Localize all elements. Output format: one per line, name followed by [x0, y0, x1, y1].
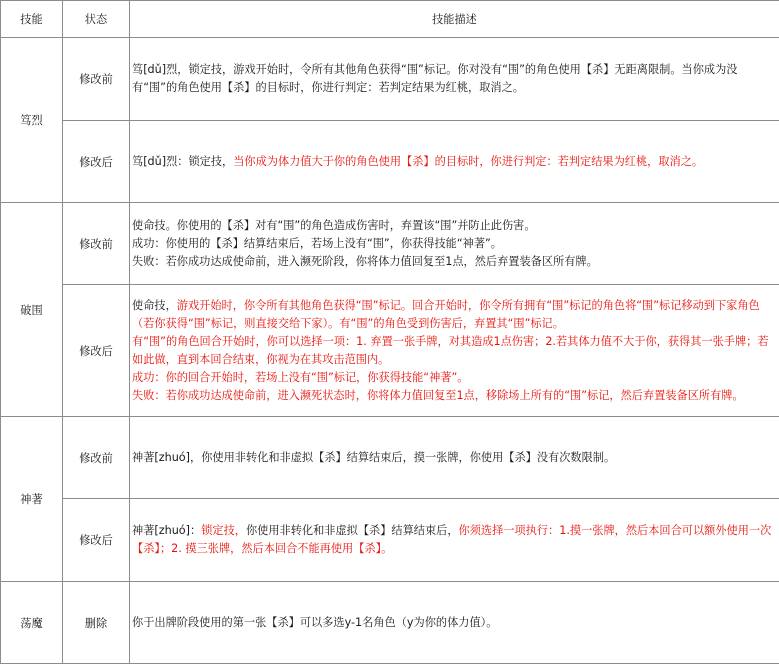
table-row: [1, 582, 779, 664]
desc-text: 笃[dǔ]烈，锁定技，游戏开始时，令所有其他角色获得“围”标记。你对没有“围”的角色使用【杀】无距离限制。当你成为没有“围”的角色使用【杀】的目标时，你进行判定：若判定结果为红桃，取消之。: [132, 63, 738, 94]
desc-cell: [130, 121, 779, 203]
changed-text: 你须选择一项执行：1.摸一张牌，然后本回合可以额外使用一次【杀】；2. 摸三张牌，然后本回合不能再使用【杀】。: [132, 524, 772, 555]
desc-text: 神著[zhuó]：: [132, 524, 202, 537]
changed-text: 成功：你的回合开始时，若场上没有“围”标记，你获得技能“神著”。: [132, 370, 469, 384]
skill-name-dulie: 笃烈: [1, 38, 63, 203]
desc-cell: [130, 38, 779, 121]
changed-text: 失败：若你成功达成使命前，进入濒死状态时，你将体力值回复至1点，移除场上所有的“围”标记，然后弃置装备区所有牌。: [132, 388, 744, 402]
desc-cell: [130, 499, 779, 582]
desc-cell: [130, 582, 779, 664]
state-cell: 修改前: [63, 38, 130, 121]
desc-text: 使命技，: [132, 298, 177, 312]
changed-text: 当你成为体力值大于你的角色使用【杀】的目标时，你进行判定：若判定结果为红桃，取消之。: [233, 154, 704, 168]
changed-text: 有“围”的角色回合开始时，你可以选择一项：1. 弃置一张手牌，对其造成1点伤害；2.若其体力值不大于你，获得其一张手牌；若如此做，直到本回合结束，你视为在其攻击范围内。: [132, 334, 769, 366]
table-row: [1, 203, 779, 285]
skill-name-shenzhuo: 神著: [1, 417, 63, 582]
state-cell: 删除: [63, 582, 130, 664]
desc-text: 成功：你使用的【杀】结算结束后，若场上没有“围”，你获得技能“神著”。: [132, 236, 502, 250]
state-cell: 修改前: [63, 203, 130, 285]
skill-name-powei: 破围: [1, 203, 63, 417]
desc-paragraph: [132, 614, 775, 632]
skill-name-dangmo: 荡魔: [1, 582, 63, 664]
state-cell: 修改后: [63, 285, 130, 417]
desc-cell: [130, 203, 779, 285]
desc-paragraph: [132, 153, 775, 171]
table-row: [1, 121, 779, 203]
header-row: [1, 1, 779, 38]
desc-text: 神著[zhuó]，你使用非转化和非虚拟【杀】结算结束后，摸一张牌，你使用【杀】没有次数限制。: [132, 450, 616, 464]
table-row: [1, 499, 779, 582]
desc-paragraph: [132, 61, 775, 97]
desc-text: 使命技。你使用的【杀】对有“围”的角色造成伤害时，弃置该“围”并防止此伤害。: [132, 218, 536, 232]
desc-paragraph: [132, 253, 775, 271]
header-skill: 技能: [1, 1, 63, 38]
state-cell: 修改后: [63, 121, 130, 203]
table-row: [1, 38, 779, 121]
desc-cell: [130, 417, 779, 499]
table-row: [1, 285, 779, 417]
desc-cell: [130, 285, 779, 417]
desc-paragraph: [132, 333, 775, 369]
changed-text: 锁定技，: [201, 524, 246, 537]
desc-paragraph: [132, 387, 775, 405]
changed-text: 游戏开始时，你令所有其他角色获得“围”标记。回合开始时，你令所有拥有“围”标记的角色将“围”标记移动到下家角色（若你获得“围”标记，则直接交给下家）。有“围”的角色受到伤害后，弃置其“围”标记。: [132, 298, 760, 330]
desc-text: 笃[dǔ]烈：锁定技，: [132, 154, 234, 168]
desc-paragraph: [132, 522, 775, 558]
desc-paragraph: [132, 297, 775, 333]
table-row: [1, 417, 779, 499]
desc-paragraph: [132, 449, 775, 467]
desc-paragraph: [132, 369, 775, 387]
desc-paragraph: [132, 235, 775, 253]
state-cell: 修改前: [63, 417, 130, 499]
header-state: 状态: [63, 1, 130, 38]
state-cell: 修改后: [63, 499, 130, 582]
desc-text: 失败：若你成功达成使命前，进入濒死阶段，你将体力值回复至1点，然后弃置装备区所有牌。: [132, 254, 598, 268]
header-desc: 技能描述: [130, 1, 779, 38]
desc-text: 你于出牌阶段使用的第一张【杀】可以多选y-1名角色（y为你的体力值）。: [132, 615, 498, 629]
desc-text: 你使用非转化和非虚拟【杀】结算结束后，: [245, 524, 459, 537]
desc-paragraph: [132, 217, 775, 235]
